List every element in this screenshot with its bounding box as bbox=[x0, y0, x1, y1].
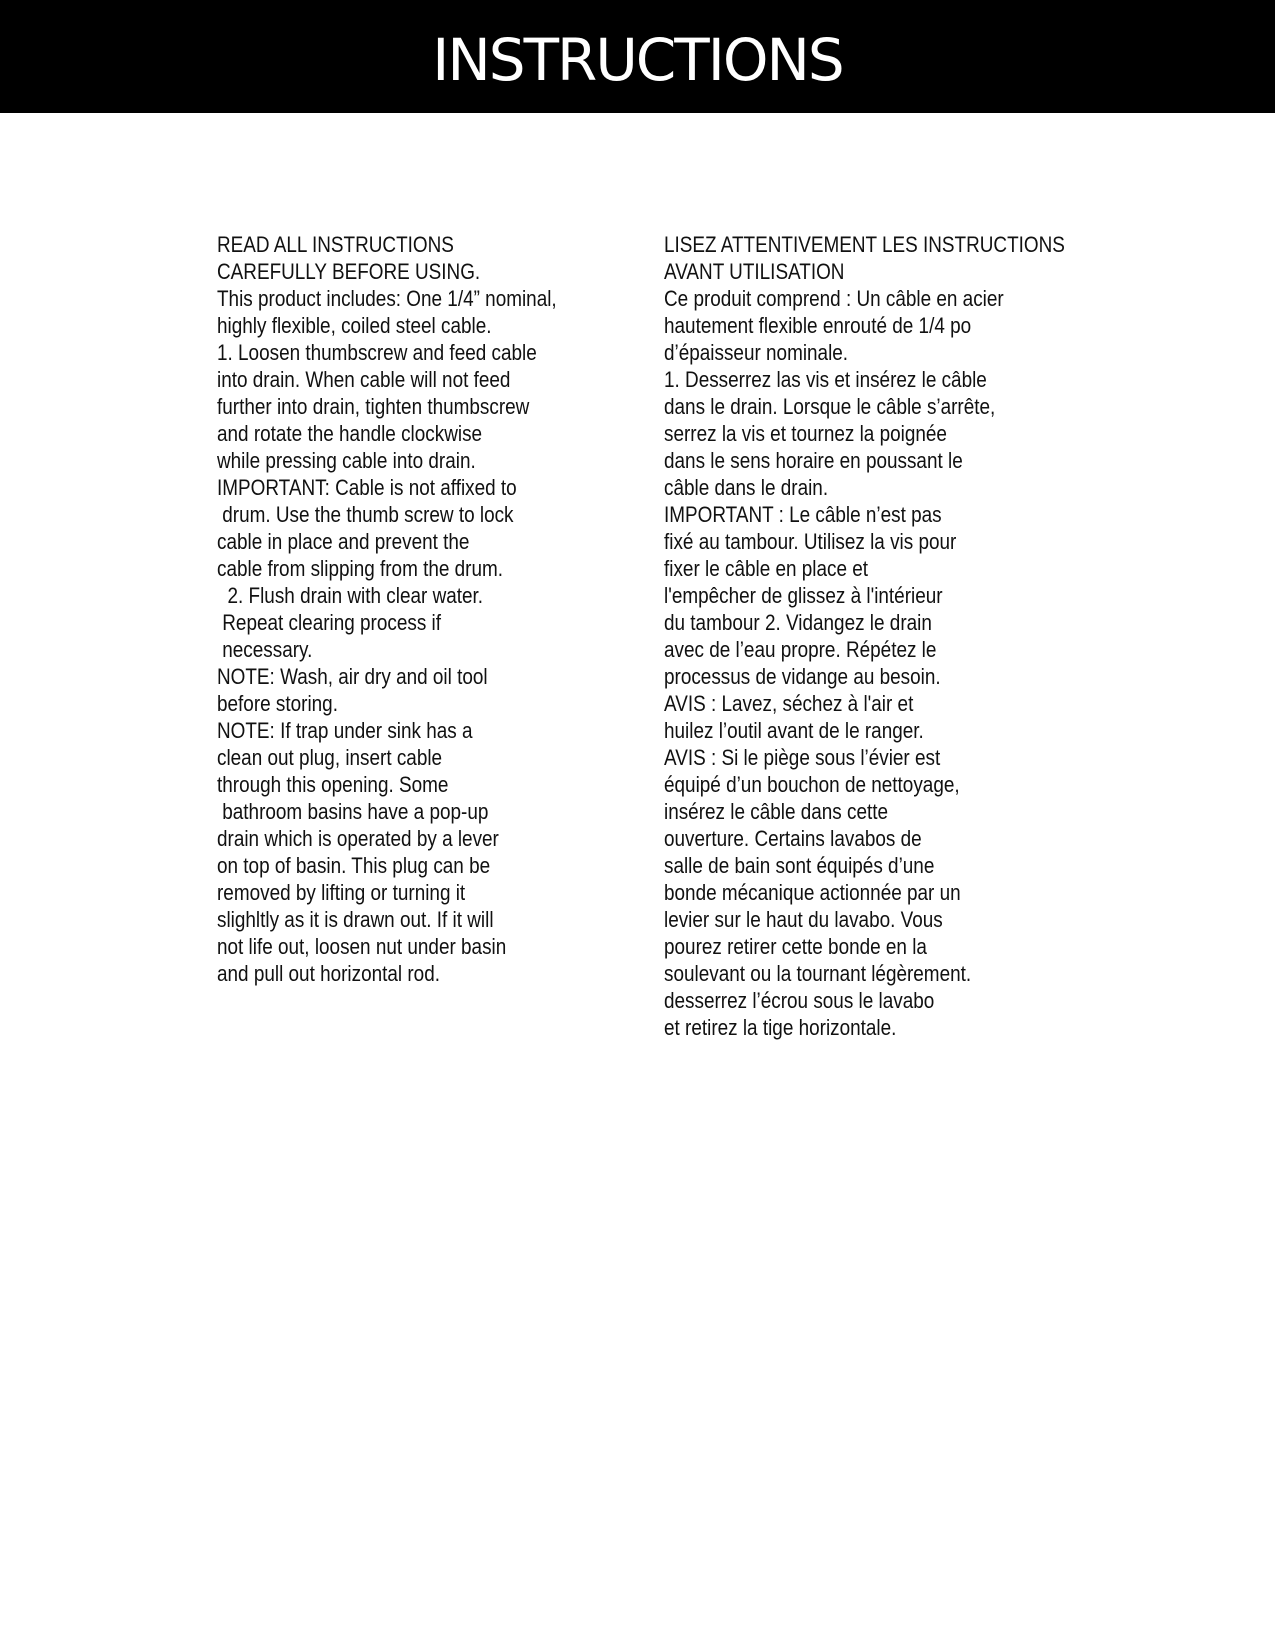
instruction-line: before storing. bbox=[217, 691, 338, 716]
instruction-line: necessary. bbox=[217, 637, 313, 662]
instruction-line: cable in place and prevent the bbox=[217, 529, 470, 554]
instruction-line: 2. Flush drain with clear water. bbox=[217, 583, 484, 608]
instruction-line: on top of basin. This plug can be bbox=[217, 853, 491, 878]
instruction-line: while pressing cable into drain. bbox=[217, 448, 476, 473]
instruction-line: through this opening. Some bbox=[217, 772, 449, 797]
instruction-line: NOTE: If trap under sink has a bbox=[217, 718, 473, 743]
instruction-line: desserrez l’écrou sous le lavabo bbox=[664, 988, 935, 1013]
instruction-line: dans le drain. Lorsque le câble s’arrête, bbox=[664, 394, 996, 419]
instruction-line: READ ALL INSTRUCTIONS bbox=[217, 232, 454, 257]
instruction-line: not life out, loosen nut under basin bbox=[217, 934, 507, 959]
instruction-line: clean out plug, insert cable bbox=[217, 745, 443, 770]
instruction-line: bonde mécanique actionnée par un bbox=[664, 880, 961, 905]
instruction-line: pourez retirer cette bonde en la bbox=[664, 934, 927, 959]
instruction-line: l'empêcher de glissez à l'intérieur bbox=[664, 583, 943, 608]
page-title: INSTRUCTIONS bbox=[432, 26, 843, 94]
instruction-line: insérez le câble dans cette bbox=[664, 799, 889, 824]
instruction-line: bathroom basins have a pop-up bbox=[217, 799, 489, 824]
instruction-line: processus de vidange au besoin. bbox=[664, 664, 941, 689]
instruction-line: AVANT UTILISATION bbox=[664, 259, 845, 284]
instruction-line: câble dans le drain. bbox=[664, 475, 829, 500]
instruction-line: Ce produit comprend : Un câble en acier bbox=[664, 286, 1004, 311]
instruction-line: and rotate the handle clockwise bbox=[217, 421, 483, 446]
instruction-line: dans le sens horaire en poussant le bbox=[664, 448, 963, 473]
instruction-line: hautement flexible enrouté de 1/4 po bbox=[664, 313, 972, 338]
instruction-line: huilez l’outil avant de le ranger. bbox=[664, 718, 924, 743]
instruction-line: removed by lifting or turning it bbox=[217, 880, 466, 905]
instruction-line: serrez la vis et tournez la poignée bbox=[664, 421, 947, 446]
instruction-line: LISEZ ATTENTIVEMENT LES INSTRUCTIONS bbox=[664, 232, 1065, 257]
instruction-line: équipé d’un bouchon de nettoyage, bbox=[664, 772, 960, 797]
instruction-line: et retirez la tige horizontale. bbox=[664, 1015, 897, 1040]
instruction-line: and pull out horizontal rod. bbox=[217, 961, 440, 986]
instruction-line: AVIS : Si le piège sous l’évier est bbox=[664, 745, 941, 770]
instruction-line: slighltly as it is drawn out. If it will bbox=[217, 907, 494, 932]
instruction-line: further into drain, tighten thumbscrew bbox=[217, 394, 530, 419]
instruction-line: avec de l’eau propre. Répétez le bbox=[664, 637, 937, 662]
instruction-line: soulevant ou la tournant légèrement. bbox=[664, 961, 972, 986]
instruction-line: highly flexible, coiled steel cable. bbox=[217, 313, 492, 338]
french-instructions bbox=[664, 231, 1065, 1041]
instruction-line: This product includes: One 1/4” nominal, bbox=[217, 286, 557, 311]
instruction-line: AVIS : Lavez, séchez à l'air et bbox=[664, 691, 914, 716]
instruction-line: cable from slipping from the drum. bbox=[217, 556, 504, 581]
instruction-line: salle de bain sont équipés d’une bbox=[664, 853, 935, 878]
instruction-line: levier sur le haut du lavabo. Vous bbox=[664, 907, 943, 932]
instruction-line: Repeat clearing process if bbox=[217, 610, 442, 635]
english-instructions bbox=[217, 231, 557, 987]
instruction-line: IMPORTANT: Cable is not affixed to bbox=[217, 475, 517, 500]
instruction-line: d’épaisseur nominale. bbox=[664, 340, 849, 365]
instruction-line: fixer le câble en place et bbox=[664, 556, 869, 581]
instruction-line: IMPORTANT : Le câble n’est pas bbox=[664, 502, 942, 527]
instruction-line: ouverture. Certains lavabos de bbox=[664, 826, 922, 851]
instruction-line: CAREFULLY BEFORE USING. bbox=[217, 259, 481, 284]
instruction-line: NOTE: Wash, air dry and oil tool bbox=[217, 664, 488, 689]
instruction-line: fixé au tambour. Utilisez la vis pour bbox=[664, 529, 957, 554]
instruction-line: into drain. When cable will not feed bbox=[217, 367, 511, 392]
header-bar bbox=[0, 0, 1275, 113]
instruction-line: du tambour 2. Vidangez le drain bbox=[664, 610, 932, 635]
instruction-line: 1. Loosen thumbscrew and feed cable bbox=[217, 340, 537, 365]
instruction-line: drum. Use the thumb screw to lock bbox=[217, 502, 514, 527]
instruction-line: 1. Desserrez las vis et insérez le câble bbox=[664, 367, 987, 392]
instruction-line: drain which is operated by a lever bbox=[217, 826, 499, 851]
